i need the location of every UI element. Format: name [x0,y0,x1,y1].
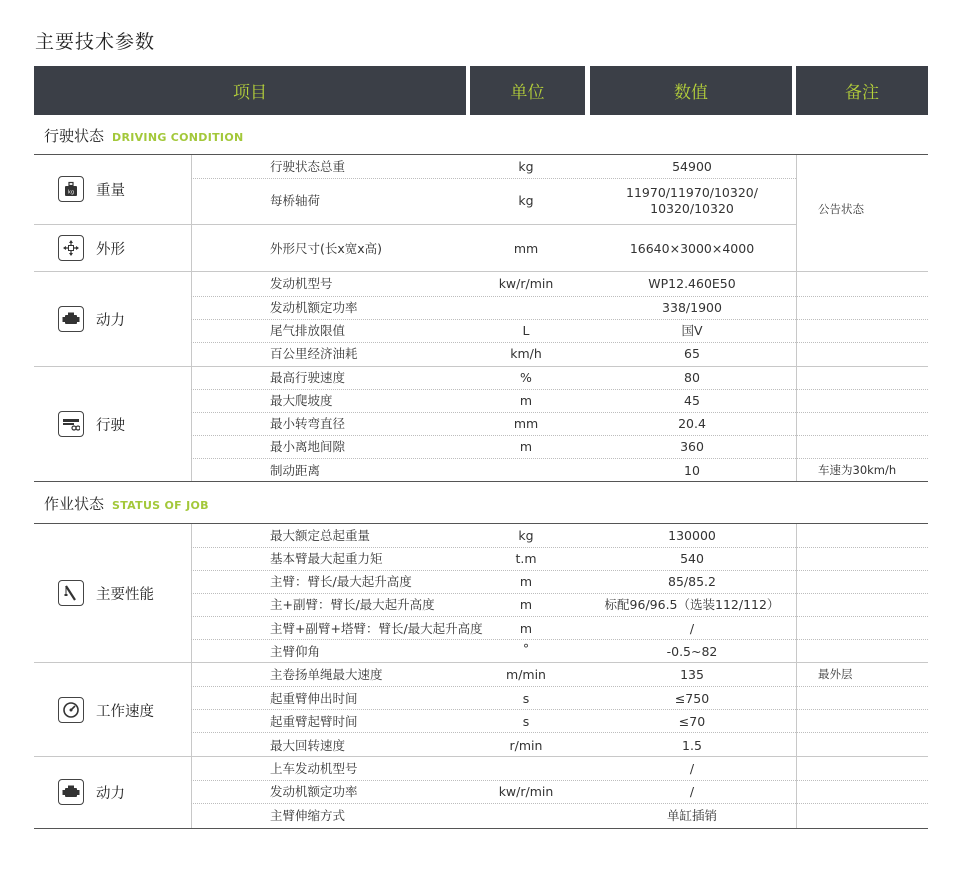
group-line [34,271,928,272]
row-unit: t.m [515,551,537,566]
row-unit: kw/r/min [498,784,554,799]
row-item: 主臂伸缩方式 [270,808,346,823]
row-item: 最大爬坡度 [270,393,333,408]
row-divider [191,803,928,804]
row-divider [191,435,928,436]
note-divider [796,155,797,481]
row-value: ≤750 [674,691,710,706]
row-unit: mm [513,241,539,256]
row-item: 主臂+副臂+塔臂：臂长/最大起升高度 [270,621,483,636]
row-item: 主+副臂：臂长/最大起升高度 [270,597,435,612]
header-note: 备注 [796,66,928,115]
row-value: 20.4 [678,416,706,431]
section-job [44,493,209,514]
row-item: 百公里经济油耗 [270,346,358,361]
row-unit: m [519,621,533,636]
row-value: 1.5 [682,738,702,753]
note-public: 公告状态 [818,202,864,216]
row-divider [191,319,928,320]
row-item: 发动机额定功率 [270,784,358,799]
svg-text:kg: kg [67,189,75,196]
row-unit: m [519,393,533,408]
row-value: WP12.460E50 [648,276,736,291]
row-value: 16640×3000×4000 [629,241,755,256]
row-unit: kg [518,193,534,208]
row-divider [191,412,928,413]
row-value: 135 [680,667,704,682]
category-label: 主要性能 [96,586,154,603]
category-label: 动力 [96,785,125,802]
row-unit: m [519,597,533,612]
speedometer-icon [58,697,84,723]
dimensions-icon [58,235,84,261]
category-label: 动力 [96,312,125,329]
row-unit: kw/r/min [498,276,554,291]
row-divider [191,732,928,733]
row-unit: s [522,691,530,706]
row-value: 45 [684,393,700,408]
group-line [34,756,928,757]
row-value: -0.5~82 [666,644,718,659]
row-unit: s [522,714,530,729]
row-item: 外形尺寸(长x宽x高) [270,241,383,256]
row-unit: mm [513,416,539,431]
row-item: 上车发动机型号 [270,761,358,776]
row-item: 主卷扬单绳最大速度 [270,667,383,682]
note-brake: 车速为30km/h [818,463,897,477]
category-shape [58,232,125,264]
header-item: 项目 [34,66,466,115]
row-item: 最大额定总起重量 [270,528,371,543]
row-value: / [689,784,695,799]
group-line [34,366,928,367]
row-value: 10 [684,463,700,478]
row-item: 最高行驶速度 [270,370,346,385]
row-item: 主臂仰角 [270,644,321,659]
row-divider [191,178,796,179]
row-unit: kg [518,528,534,543]
row-value: ≤70 [678,714,706,729]
row-divider [191,296,928,297]
section-driving-bottom-line [34,481,928,482]
kg-weight-icon [58,176,84,202]
category-label: 工作速度 [96,703,154,720]
row-unit: kg [518,159,534,174]
row-divider [191,780,928,781]
category-label: 重量 [96,182,125,199]
header-unit: 单位 [470,66,585,115]
row-unit: r/min [509,738,543,753]
row-value: 540 [680,551,704,566]
row-value: 国V [681,323,703,338]
row-divider [191,342,928,343]
row-value: 80 [684,370,700,385]
row-divider [191,458,928,459]
row-unit: m [519,439,533,454]
row-value: 338/1900 [662,300,722,315]
category-speed [58,694,154,726]
row-unit: ° [522,641,530,656]
row-unit: m/min [506,667,546,682]
category-label: 行驶 [96,417,125,434]
row-divider [191,639,928,640]
row-divider [191,616,928,617]
row-value: 54900 [672,159,712,174]
category-power [58,303,125,335]
row-divider [191,389,928,390]
row-value: 11970/11970/10320/ [626,185,758,200]
row-value: 65 [684,346,700,361]
category-power-2 [58,776,125,808]
row-divider [191,686,928,687]
row-divider [191,593,928,594]
engine-icon [58,306,84,332]
row-unit: km/h [510,346,542,361]
section-driving-en: DRIVING CONDITION [112,131,244,144]
section-driving-top-line [34,154,928,155]
group-line [34,224,796,225]
section-driving-cn: 行驶状态 [44,127,105,145]
row-value: / [689,761,695,776]
row-item: 制动距离 [270,463,321,478]
row-value-line2: 10320/10320 [650,201,734,216]
engine-icon [58,779,84,805]
row-item: 最大回转速度 [270,738,346,753]
row-item: 发动机型号 [270,276,333,291]
category-label: 外形 [96,241,125,258]
row-item: 最小离地间隙 [270,439,346,454]
note-outer: 最外层 [818,667,853,681]
group-line [34,662,928,663]
section-job-bottom-line [34,828,928,829]
row-item: 每桥轴荷 [270,193,321,208]
header-value: 数值 [590,66,792,115]
section-driving [44,125,244,146]
category-weight [58,173,125,205]
row-item: 最小转弯直径 [270,416,346,431]
row-item: 主臂：臂长/最大起升高度 [270,574,412,589]
crane-boom-icon [58,580,84,606]
row-value: 标配96/96.5（选装112/112） [604,597,780,612]
row-value: 130000 [668,528,716,543]
row-unit: m [519,574,533,589]
row-value: / [689,621,695,636]
row-divider [191,570,928,571]
row-value: 360 [680,439,704,454]
row-item: 尾气排放限值 [270,323,346,338]
row-unit: L [522,323,530,338]
row-item: 起重臂伸出时间 [270,691,358,706]
vehicle-icon [58,411,84,437]
row-unit: % [520,370,532,385]
row-divider [191,547,928,548]
row-value: 85/85.2 [668,574,716,589]
section-job-en: STATUS OF JOB [112,499,209,512]
section-job-cn: 作业状态 [44,495,105,513]
row-item: 起重臂起臂时间 [270,714,358,729]
row-item: 行驶状态总重 [270,159,346,174]
row-value: 单缸插销 [666,808,717,823]
page-title: 主要技术参数 [35,31,156,53]
category-travel [58,408,125,440]
category-divider [191,155,192,481]
row-divider [191,709,928,710]
category-performance [58,577,154,609]
section-job-top-line [34,523,928,524]
row-item: 基本臂最大起重力矩 [270,551,383,566]
row-item: 发动机额定功率 [270,300,358,315]
table-header [34,66,928,115]
